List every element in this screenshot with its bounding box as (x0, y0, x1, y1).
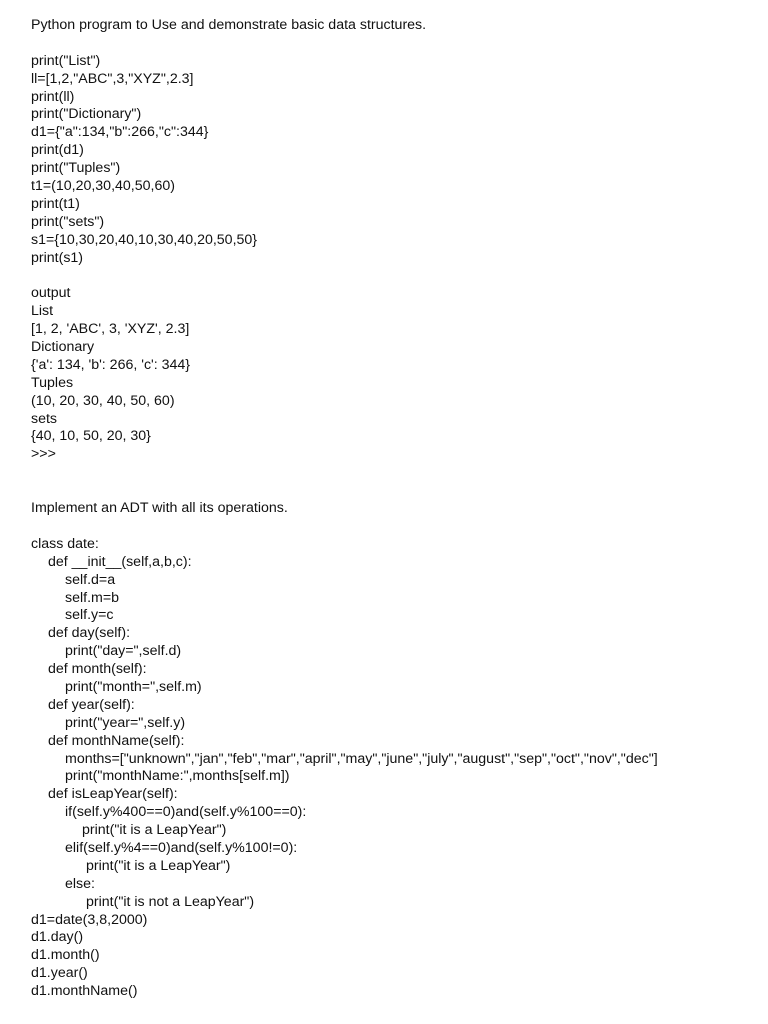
output-line: output (31, 285, 71, 302)
code-line: print("day=",self.d) (65, 643, 182, 660)
output-line: sets (31, 410, 58, 427)
code-line: class date: (31, 535, 99, 552)
code-line: print(d1) (31, 142, 84, 159)
code-line: print("Dictionary") (31, 106, 142, 123)
code-line: print(t1) (31, 195, 80, 212)
code-line: print(s1) (31, 249, 84, 266)
output-line: (10, 20, 30, 40, 50, 60) (31, 392, 175, 409)
spacer (31, 464, 751, 482)
output-line: {40, 10, 50, 20, 30} (31, 428, 151, 445)
output-line: Tuples (31, 374, 74, 391)
document-page (31, 17, 751, 1001)
code-line: d1.monthName() (31, 983, 138, 1000)
code-line: d1={"a":134,"b":266,"c":344} (31, 124, 209, 141)
code-line: else: (65, 875, 95, 892)
code-line: print("it is not a LeapYear") (86, 893, 255, 910)
code-line: s1={10,30,20,40,10,30,40,20,50,50} (31, 231, 258, 248)
code-line: def day(self): (48, 625, 131, 642)
code-line: print("List") (31, 52, 101, 69)
code-line: d1.month() (31, 947, 100, 964)
code-line: if(self.y%400==0)and(self.y%100==0): (65, 804, 307, 821)
code-line: print("year=",self.y) (65, 714, 186, 731)
code-line: d1.day() (31, 929, 84, 946)
section1-code-block (31, 53, 751, 268)
code-line: print("sets") (31, 213, 105, 230)
spacer (31, 267, 751, 285)
code-line: def month(self): (48, 661, 147, 678)
code-line: def isLeapYear(self): (48, 786, 178, 803)
code-line: def monthName(self): (48, 732, 185, 749)
code-line: def year(self): (48, 696, 135, 713)
code-line: def __init__(self,a,b,c): (48, 553, 192, 570)
section2-heading: Implement an ADT with all its operations. (31, 500, 288, 517)
output-line: List (31, 303, 54, 320)
output-line: {'a': 134, 'b': 266, 'c': 344} (31, 356, 191, 373)
spacer (31, 518, 751, 536)
code-line: self.y=c (65, 607, 114, 624)
code-line: print("it is a LeapYear") (86, 857, 231, 874)
code-line: print("Tuples") (31, 160, 121, 177)
code-line: t1=(10,20,30,40,50,60) (31, 178, 175, 195)
code-line: ll=[1,2,"ABC",3,"XYZ",2.3] (31, 70, 194, 87)
code-line: print(ll) (31, 88, 75, 105)
code-line: self.m=b (65, 589, 120, 606)
section2-code-block (31, 536, 751, 1001)
code-line: d1=date(3,8,2000) (31, 911, 148, 928)
section1-heading: Python program to Use and demonstrate basic data structures. (31, 17, 427, 33)
code-line: print("it is a LeapYear") (82, 822, 227, 839)
spacer (31, 35, 751, 53)
section1-output-block (31, 285, 751, 464)
code-line: d1.year() (31, 965, 88, 982)
code-line: self.d=a (65, 571, 116, 588)
code-line: print("monthName:",months[self.m]) (65, 768, 290, 785)
code-line: print("month=",self.m) (65, 678, 202, 695)
spacer (31, 482, 751, 500)
code-line: elif(self.y%4==0)and(self.y%100!=0): (65, 839, 298, 856)
output-line: >>> (31, 446, 56, 463)
code-line: months=["unknown","jan","feb","mar","april","may","june","july","august","sep","oct","nov","dec"] (65, 750, 658, 767)
output-line: [1, 2, 'ABC', 3, 'XYZ', 2.3] (31, 321, 190, 338)
output-line: Dictionary (31, 339, 95, 356)
